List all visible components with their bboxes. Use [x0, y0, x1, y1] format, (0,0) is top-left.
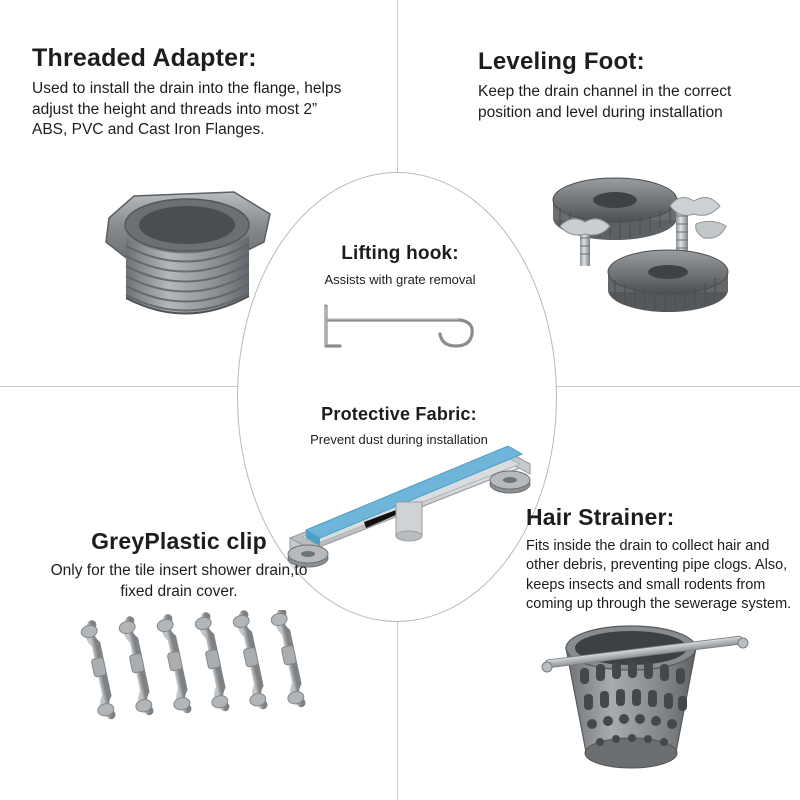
plastic-clip-illustration [68, 610, 318, 755]
leveling-foot-title: Leveling Foot: [478, 48, 645, 75]
lifting-hook-illustration [310, 300, 490, 365]
leveling-foot-description: Keep the drain channel in the correct position and level during installation [478, 83, 732, 121]
hair-strainer-description: Fits inside the drain to collect hair and other debris, preventing pipe clogs. Also, keeps insects and small rodents from coming up through the sewerage system. [526, 538, 792, 612]
threaded-adapter-title: Threaded Adapter: [32, 44, 257, 72]
protective-fabric-description: Prevent dust during installation [310, 432, 488, 447]
leveling-foot-illustration [520, 160, 770, 335]
panel-threaded-adapter [32, 44, 352, 141]
lifting-hook-description: Assists with grate removal [324, 272, 476, 287]
lifting-hook-title: Lifting hook: [341, 243, 459, 264]
threaded-adapter-description: Used to install the drain into the flange, helps adjust the height and threads into most 2” ABS, PVC and Cast Iron Flanges. [32, 80, 342, 139]
panel-grey-plastic-clip [44, 528, 314, 602]
threaded-adapter-illustration [74, 178, 304, 353]
hair-strainer-title: Hair Strainer: [526, 504, 675, 530]
panel-lifting-hook [290, 243, 510, 288]
panel-hair-strainer [526, 504, 798, 614]
panel-leveling-foot [478, 48, 778, 123]
hair-strainer-illustration [530, 612, 760, 787]
protective-fabric-title: Protective Fabric: [321, 404, 477, 424]
grey-plastic-clip-title: GreyPlastic clip [91, 528, 267, 554]
grey-plastic-clip-description: Only for the tile insert shower drain,to fixed drain cover. [50, 562, 308, 600]
